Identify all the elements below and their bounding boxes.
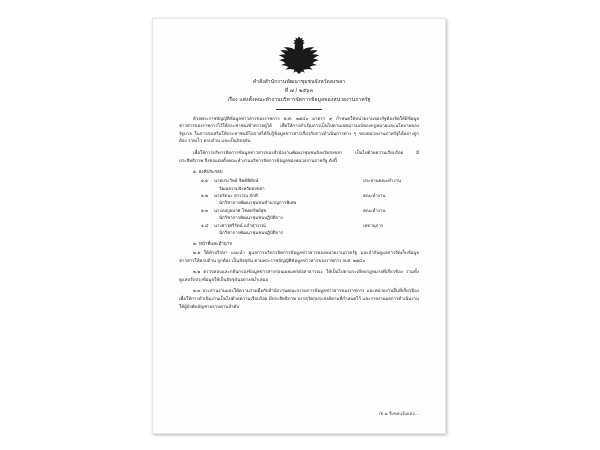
- section-heading-composition: ๑. องค์ประกอบ: [193, 170, 223, 176]
- member-number: ๑.๓: [201, 208, 209, 214]
- member-number: ๑.๔: [201, 223, 209, 229]
- member-number: ๑.๑: [201, 179, 208, 185]
- page-continuation-note: /ต.๒ จึงขอแจ้งแต่ง...: [379, 412, 419, 417]
- list-item: [179, 223, 419, 237]
- member-role: ประธานคณะทำงาน: [363, 179, 401, 185]
- member-name: นางเบญจมาศ โชคทรัพย์สุข: [214, 208, 267, 214]
- title-divider: [276, 109, 322, 110]
- document-order-number: ที่ ๗ / ๒๕๖๓: [284, 87, 314, 94]
- paragraph-1: ด้วยพระราชบัญญัติข้อมูลข่าวสารของราชการ พ.ศ. ๒๕๔๐ มาตรา ๙ กำหนดให้หน่วยงานของรัฐต้องจัดให้มีข้อมูลข่าวสารของราชการไว้ให้ประชาชนเข้าตรวจดูได้ เพื่อให้การดำเนินการเป็นไปตามเจตนารมณ์ของกฎหมายและนโยบายของรัฐบาล ในการส่งเสริมให้ประชาชนมีโอกาสได้รับรู้ข้อมูลข่าวสารเกี่ยวกับการดำเนินการต่าง ๆ ของหน่วยงานภาครัฐได้อย่างถูกต้อง รวดเร็ว ครบถ้วน และเป็นปัจจุบัน: [179, 116, 419, 145]
- member-name: นายประวิทย์ จิตต์พิทักษ์: [214, 179, 259, 185]
- member-role: คณะทำงาน: [363, 208, 386, 214]
- paragraph-2: เพื่อให้การบริหารจัดการข้อมูลข่าวสารของสำนักงานพัฒนาชุมชนจังหวัดสงขลา เป็นไปด้วยความเรียบร้อย มีประสิทธิภาพ จึงขอแต่งตั้งคณะทำงานบริหารจัดการข้อมูลของหน่วยงานภาครัฐ ดังนี้: [179, 151, 419, 164]
- document-page: [152, 18, 446, 434]
- document-title-block: [179, 79, 419, 104]
- committee-list: [179, 178, 419, 237]
- member-position: นักวิชาการพัฒนาชุมชนปฏิบัติการ: [219, 216, 284, 222]
- member-role: คณะทำงาน: [363, 194, 386, 200]
- member-position: นักวิชาการพัฒนาชุมชนชำนาญการพิเศษ: [219, 201, 297, 207]
- section-heading-duties: ๒. หน้าที่และอำนาจ: [193, 241, 232, 247]
- document-title-line-1: คำสั่งสำนักงานพัฒนาชุมชนจังหวัดสงขลา: [252, 79, 346, 85]
- member-number: ๑.๒: [201, 194, 209, 200]
- member-name: นางสาวศรีรัตน์ แก้วสุวรรณ์: [214, 223, 266, 229]
- member-position: นักวิชาการพัฒนาชุมชนปฏิบัติการ: [219, 230, 284, 236]
- member-name: นายรัตนะ สุวรรณ ภักดี: [214, 194, 258, 200]
- garuda-emblem: [179, 35, 419, 75]
- list-item: [179, 178, 419, 192]
- member-position: วัฒนธรรมจังหวัดสงขลา: [219, 186, 265, 192]
- duty-item-2: ๒.๒ ตรวจสอบและกลั่นกรองข้อมูลข่าวสารก่อนเผยแพร่ต่อสาธารณะ ให้เป็นไปตามระเบียบกฎหมายที่เกี่ยวข้อง รวมทั้งดูแลปรับปรุงข้อมูลให้เป็นปัจจุบันอย่างสม่ำเสมอ: [179, 270, 419, 283]
- duty-item-3: ๒.๓ ประสานงานและให้ความร่วมมือกับสำนักงานคณะกรรมการข้อมูลข่าวสารของราชการ และหน่วยงานอื่นที่เกี่ยวข้อง เพื่อให้การดำเนินงานเป็นไปด้วยความเรียบร้อย มีประสิทธิภาพ บรรลุวัตถุประสงค์ตามที่กำหนดไว้ และรายงานผลการดำเนินงานให้ผู้บังคับบัญชาทราบตามลำดับ: [179, 289, 419, 310]
- document-subject: เรื่อง แต่งตั้งคณะทำงานบริหารจัดการข้อมูลของหน่วยงานภาครัฐ: [227, 96, 371, 103]
- list-item: [179, 208, 419, 222]
- member-role: เลขานุการ: [363, 223, 384, 229]
- list-item: [179, 193, 419, 207]
- duty-item-1: ๒.๑ ให้คำปรึกษา แนะนำ ดูแลการบริหารจัดการข้อมูลข่าวสารของหน่วยงานภาครัฐ และกำกับดูแลการจัดเก็บข้อมูลข่าวสารให้ครบถ้วน ถูกต้อง เป็นปัจจุบัน ตามพระราชบัญญัติข้อมูลข่าวสารของราชการ พ.ศ. ๒๕๔๐: [179, 251, 419, 264]
